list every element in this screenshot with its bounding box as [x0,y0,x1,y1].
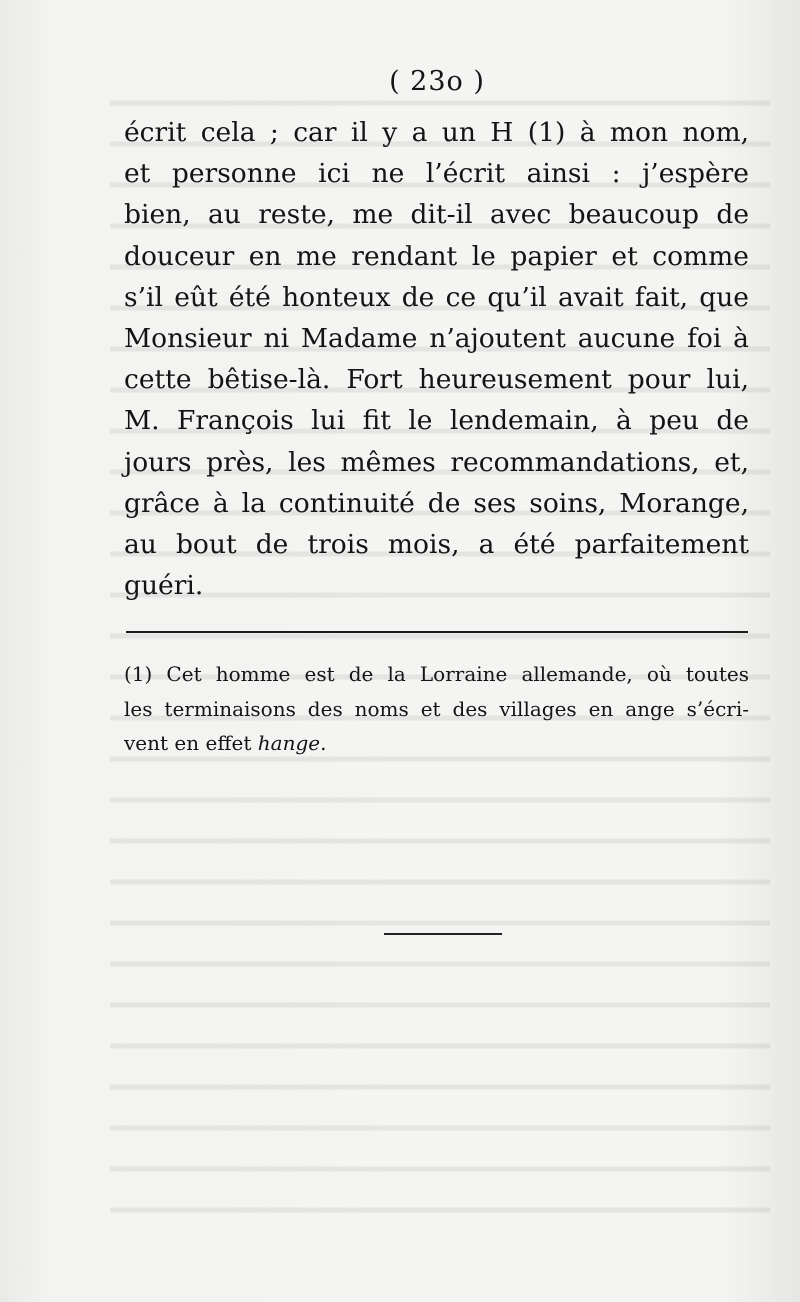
text-line: et personne ici ne l’écrit ainsi : j’espère [124,158,749,190]
text-line: cette bêtise-là. Fort heureusement pour lui, [124,364,749,396]
text-line: jours près, les mêmes recommandations, et, [124,446,749,478]
text-line: douceur en me rendant le papier et comme [124,240,749,272]
text-line: écrit cela ; car il y a un H (1) à mon nom, [124,117,749,148]
text-line: au bout de trois mois, a été parfaitement [124,529,749,561]
page-number: ( 23o ) [389,66,485,97]
text-line: bien, au reste, me dit-il avec beaucoup de [124,199,749,231]
footnote-italic-word: hange [257,731,321,755]
footnote [124,657,749,761]
main-text [124,112,749,606]
text-line: M. François lui fit le lendemain, à peu de [124,405,749,437]
end-rule [384,933,502,935]
text-line: grâce à la continuité de ses soins, Morange, [124,487,749,519]
text-line: s’il eût été honteux de ce qu’il avait fait, que [124,281,749,313]
footnote-period: . [320,731,327,755]
footnote-line: les terminaisons des noms et des villages en ange s’écri- [124,696,749,721]
text-line: Monsieur ni Madame n’ajoutent aucune foi à [124,323,749,355]
footnote-line [124,726,749,761]
footnote-text: vent en effet [124,731,258,755]
footnote-line: (1) Cet homme est de la Lorraine allemande, où toutes [124,662,749,686]
text-line: guéri. [124,570,204,602]
footnote-separator [126,631,748,633]
